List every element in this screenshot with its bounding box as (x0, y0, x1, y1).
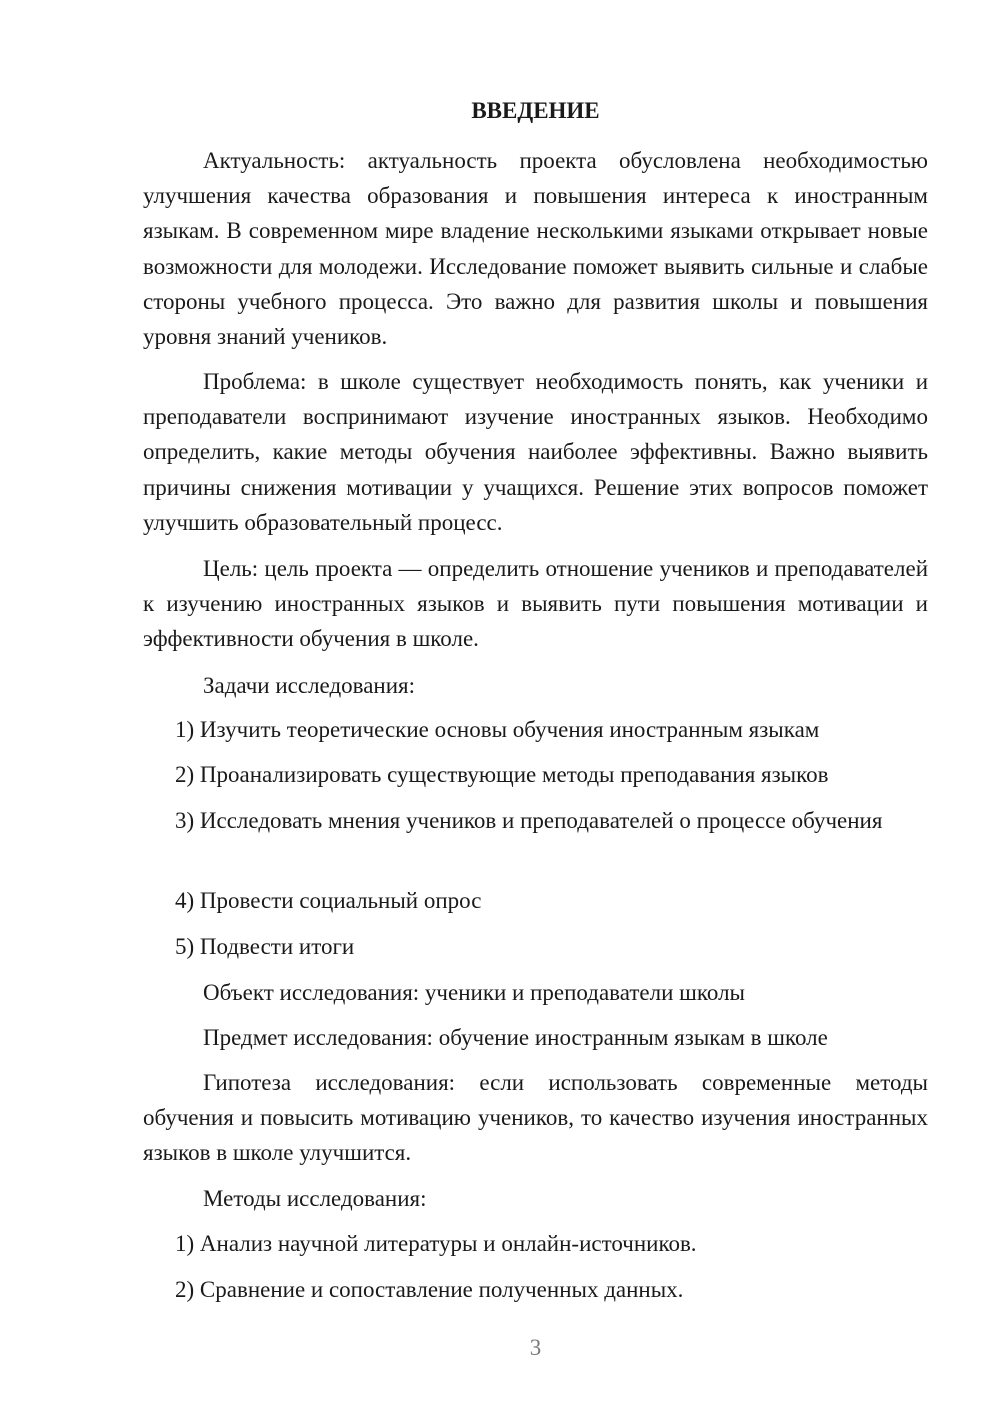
task-item-2: 2) Проанализировать существующие методы преподавания языков (175, 762, 829, 787)
methods-heading: Методы исследования: (203, 1186, 427, 1211)
method-item-1: 1) Анализ научной литературы и онлайн-источников. (175, 1231, 697, 1256)
subject-paragraph: Предмет исследования: обучение иностранным языкам в школе (203, 1025, 828, 1050)
tasks-heading: Задачи исследования: (203, 673, 416, 698)
page-number: 3 (529, 1335, 542, 1360)
relevance-paragraph: Актуальность: актуальность проекта обусловлена необходимостью улучшения качества образования и повышения интереса к иностранным языкам. В современном мире владение несколькими языками открывает новые возможности для молодежи. Исследование поможет выявить сильные и слабые стороны учебного процесса. Это важно для развития школы и повышения уровня знаний учеников. (143, 148, 928, 350)
hypothesis-paragraph: Гипотеза исследования: если использовать современные методы обучения и повысить мотивацию учеников, то качество изучения иностранных языков в школе улучшится. (143, 1070, 928, 1166)
task-item-4: 4) Провести социальный опрос (175, 888, 482, 913)
task-item-5: 5) Подвести итоги (175, 934, 355, 959)
problem-paragraph: Проблема: в школе существует необходимость понять, как ученики и преподаватели воспринимают изучение иностранных языков. Необходимо определить, какие методы обучения наиболее эффективны. Важно выявить причины снижения мотивации у учащихся. Решение этих вопросов поможет улучшить образовательный процесс. (143, 369, 928, 535)
object-paragraph: Объект исследования: ученики и преподаватели школы (203, 980, 745, 1005)
goal-paragraph: Цель: цель проекта — определить отношение учеников и преподавателей к изучению иностранных языков и выявить пути повышения мотивации и эффективности обучения в школе. (143, 556, 928, 652)
task-item-3: 3) Исследовать мнения учеников и преподавателей о процессе обучения (175, 808, 883, 833)
document-page (143, 0, 928, 1414)
method-item-2: 2) Сравнение и сопоставление полученных данных. (175, 1277, 684, 1302)
page-title: ВВЕДЕНИЕ (471, 98, 600, 123)
task-item-1: 1) Изучить теоретические основы обучения иностранным языкам (175, 717, 820, 742)
